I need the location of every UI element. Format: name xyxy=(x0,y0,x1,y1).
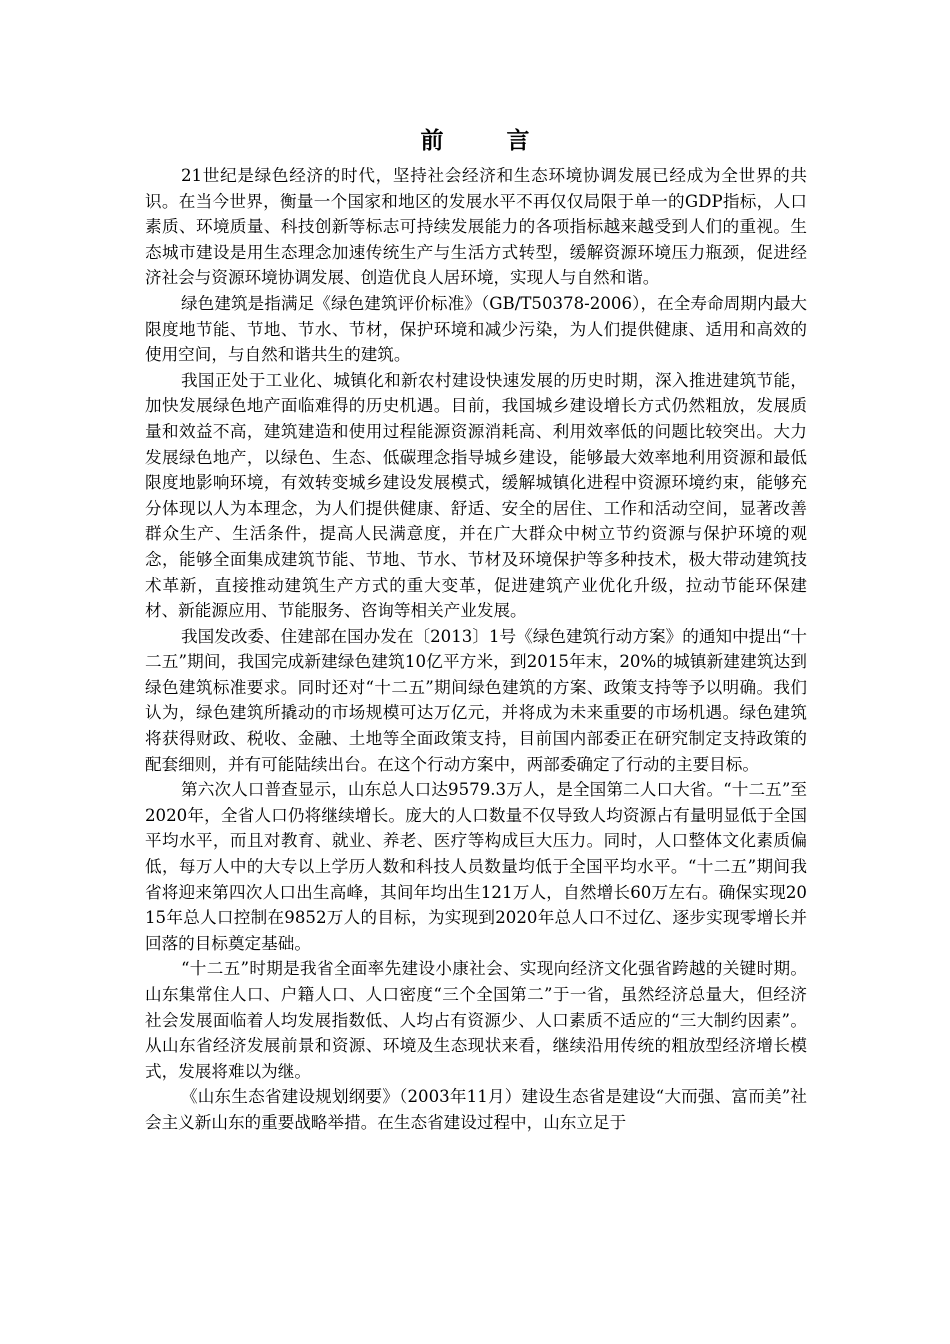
paragraph-7: 《山东生态省建设规划纲要》（2003年11月）建设生态省是建设“大而强、富而美”社会主义新山东的重要战略举措。在生态省建设过程中，山东立足于 xyxy=(145,1087,807,1132)
paragraph-6: “十二五”时期是我省全面率先建设小康社会、实现向经济文化强省跨越的关键时期。山东集常住人口、户籍人口、人口密度“三个全国第二”于一省，虽然经济总量大，但经济社会发展面临着人均发展指数低、人均占有资源少、人口素质不适应的“三大制约因素”。从山东省经济发展前景和资源、环境及生态现状来看，继续沿用传统的粗放型经济增长模式，发展将难以为继。 xyxy=(145,959,807,1081)
paragraph-5: 第六次人口普查显示，山东总人口达9579.3万人，是全国第二人口大省。“十二五”至2020年，全省人口仍将继续增长。庞大的人口数量不仅导致人均资源占有量明显低于全国平均水平，而且对教育、就业、养老、医疗等构成巨大压力。同时，人口整体文化素质偏低，每万人中的大专以上学历人数和科技人员数量均低于全国平均水平。“十二五”期间我省将迎来第四次人口出生高峰，其间年均出生121万人，自然增长60万左右。确保实现2015年总人口控制在9852万人的目标，为实现到2020年总人口不过亿、逐步实现零增长并回落的目标奠定基础。 xyxy=(145,780,807,953)
paragraph-1: 21世纪是绿色经济的时代，坚持社会经济和生态环境协调发展已经成为全世界的共识。在当今世界，衡量一个国家和地区的发展水平不再仅仅局限于单一的GDP指标，人口素质、环境质量、科技创新等标志可持续发展能力的各项指标越来越受到人们的重视。生态城市建设是用生态理念加速传统生产与生活方式转型，缓解资源环境压力瓶颈，促进经济社会与资源环境协调发展、创造优良人居环境，实现人与自然和谐。 xyxy=(145,166,807,288)
paragraph-2: 绿色建筑是指满足《绿色建筑评价标准》（GB/T50378-2006），在全寿命周期内最大限度地节能、节地、节水、节材，保护环境和减少污染，为人们提供健康、适用和高效的使用空间，与自然和谐共生的建筑。 xyxy=(145,293,807,365)
body-text xyxy=(145,163,807,1136)
paragraph-3: 我国正处于工业化、城镇化和新农村建设快速发展的历史时期，深入推进建筑节能，加快发展绿色地产面临难得的历史机遇。目前，我国城乡建设增长方式仍然粗放，发展质量和效益不高，建筑建造和使用过程能源资源消耗高、利用效率低的问题比较突出。大力发展绿色地产，以绿色、生态、低碳理念指导城乡建设，能够最大效率地利用资源和最低限度地影响环境，有效转变城乡建设发展模式，缓解城镇化进程中资源环境约束，能够充分体现以人为本理念，为人们提供健康、舒适、安全的居住、工作和活动空间，显著改善群众生产、生活条件，提高人民满意度，并在广大群众中树立节约资源与保护环境的观念，能够全面集成建筑节能、节地、节水、节材及环境保护等多种技术，极大带动建筑技术革新，直接推动建筑生产方式的重大变革，促进建筑产业优化升级，拉动节能环保建材、新能源应用、节能服务、咨询等相关产业发展。 xyxy=(145,370,807,621)
paragraph-4: 我国发改委、住建部在国办发在〔2013〕1号《绿色建筑行动方案》的通知中提出“十二五”期间，我国完成新建绿色建筑10亿平方米，到2015年末，20%的城镇新建建筑达到绿色建筑标准要求。同时还对“十二五”期间绿色建筑的方案、政策支持等予以明确。我们认为，绿色建筑所撬动的市场规模可达万亿元，并将成为未来重要的市场机遇。绿色建筑将获得财政、税收、金融、土地等全面政策支持，目前国内部委正在研究制定支持政策的配套细则，并有可能陆续出台。在这个行动方案中，两部委确定了行动的主要目标。 xyxy=(145,626,807,774)
page-title: 前 言 xyxy=(420,127,550,154)
